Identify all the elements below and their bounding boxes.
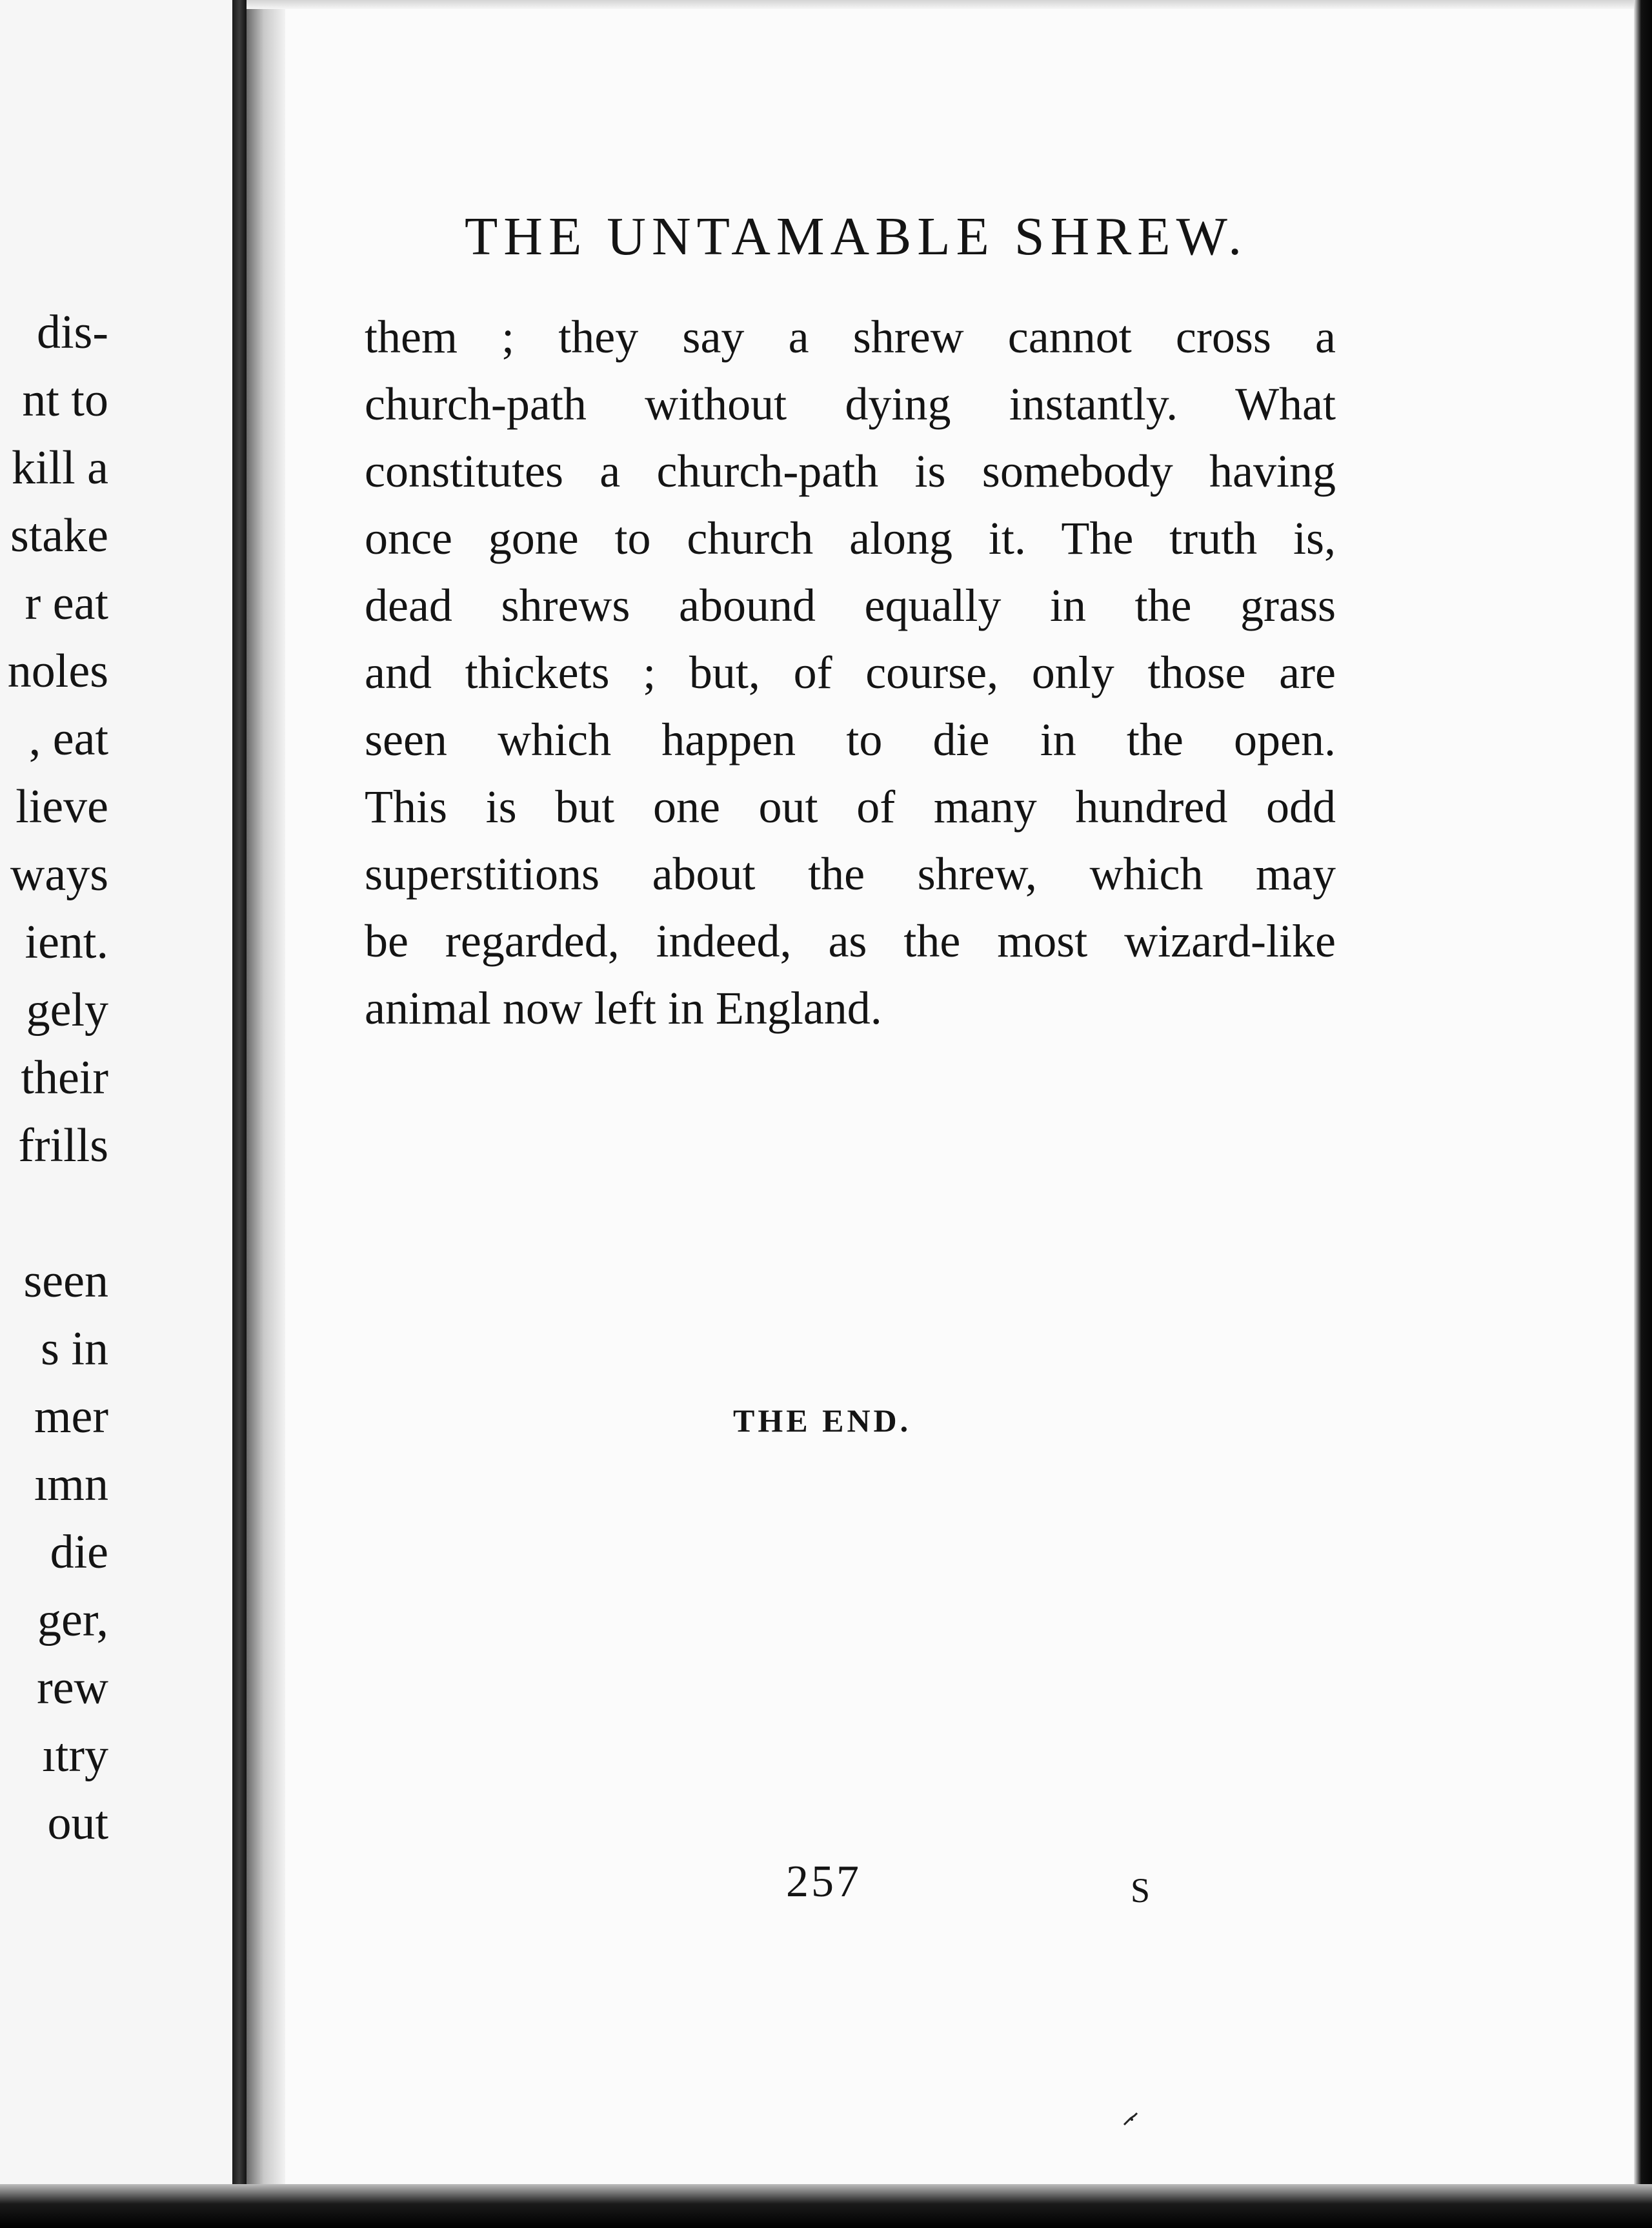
left-page-line: die — [50, 1526, 108, 1579]
body-text — [365, 303, 1336, 1042]
book-binding — [232, 0, 247, 2194]
left-page-line: gely — [26, 984, 108, 1037]
left-page-line: dis- — [37, 306, 108, 359]
left-page-line: ways — [10, 848, 108, 901]
left-page-line: noles — [7, 645, 108, 698]
page-number: 257 — [786, 1857, 861, 1907]
left-page-line: ıtry — [42, 1729, 108, 1782]
body-line: church-path without dying instantly. What — [365, 378, 1336, 430]
left-facing-page — [0, 0, 232, 2188]
left-page-line: mer — [34, 1390, 108, 1443]
left-page-line: out — [47, 1797, 108, 1850]
left-page-line: r eat — [25, 577, 108, 630]
left-page-line: ger, — [37, 1594, 108, 1646]
body-line: once gone to church along it. The truth is, — [365, 512, 1336, 564]
body-line: them ; they say a shrew cannot cross a — [365, 311, 1336, 363]
body-line: superstitions about the shrew, which may — [365, 848, 1336, 900]
body-line: be regarded, indeed, as the most wizard-like — [365, 915, 1336, 967]
left-page-line: rew — [37, 1661, 108, 1714]
left-page-line: lieve — [15, 780, 108, 833]
bottom-book-edge — [0, 2184, 1652, 2228]
running-head: THE UNTAMABLE SHREW. — [465, 207, 1248, 267]
left-page-line: nt to — [22, 374, 108, 427]
the-end-text: THE END. — [733, 1403, 912, 1439]
left-page-line: ient. — [25, 916, 108, 969]
ink-speck-icon — [1122, 2109, 1141, 2129]
body-line: seen which happen to die in the open. — [365, 714, 1336, 765]
body-line: animal now left in England. — [365, 982, 882, 1034]
printer-signature-mark: S — [1131, 1871, 1151, 1910]
left-page-line: kill a — [11, 441, 108, 494]
body-line: constitutes a church-path is somebody having — [365, 445, 1336, 497]
page-top-edge — [247, 0, 1652, 9]
right-book-edge — [1634, 0, 1652, 2228]
gutter-shadow — [247, 0, 285, 2194]
body-line: and thickets ; but, of course, only those are — [365, 647, 1336, 698]
left-page-line: stake — [10, 509, 108, 562]
body-line: dead shrews abound equally in the grass — [365, 580, 1336, 631]
left-page-line: their — [21, 1051, 108, 1104]
left-page-line: frills — [18, 1119, 108, 1172]
body-line: This is but one out of many hundred odd — [365, 781, 1336, 833]
left-page-line: ımn — [34, 1458, 108, 1511]
left-page-line: , eat — [28, 713, 108, 765]
left-page-line: seen — [23, 1255, 108, 1308]
left-page-line: s in — [41, 1322, 108, 1375]
